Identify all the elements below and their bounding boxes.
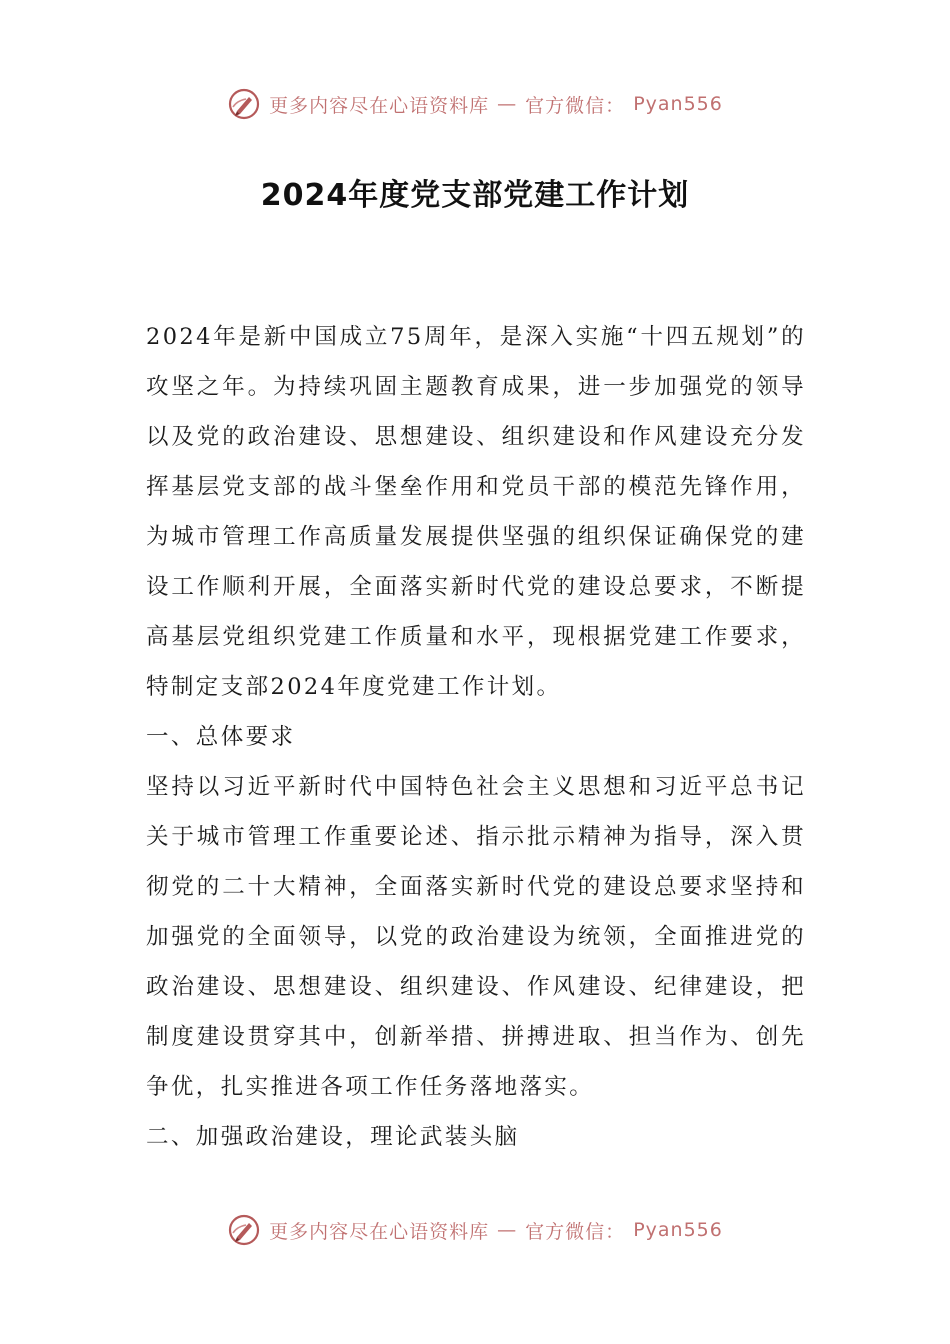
watermark-dash: — (497, 1219, 518, 1241)
section1-heading: 一、总体要求 (146, 724, 296, 750)
document-title: 2024年度党支部党建工作计划 (260, 178, 690, 213)
watermark-brand-text: 更多内容尽在心语资料库 (269, 1220, 490, 1243)
watermark-dash: — (497, 93, 518, 115)
section1-paragraph: 坚持以习近平新时代中国特色社会主义思想和习近平总书记关于城市管理工作重要论述、指示批示精神为指导，深入贯彻党的二十大精神，全面落实新时代党的建设总要求坚持和加强党的全面领导，以党的政治建设为统领，全面推进党的政治建设、思想建设、组织建设、作风建设、纪律建设，把制度建设贯穿其中，创新举措、拼搏进取、担当作为、创先争优，扎实推进各项工作任务落地落实。 (146, 774, 806, 1100)
pen-circle-icon (227, 87, 261, 121)
watermark-official-label: 官方微信： (525, 94, 626, 117)
watermark-wechat-id: Pyan556 (633, 1219, 723, 1241)
top-watermark-banner (0, 84, 950, 124)
document-body (146, 312, 806, 1162)
intro-paragraph: 2024年是新中国成立75周年，是深入实施“十四五规划”的攻坚之年。为持续巩固主题教育成果，进一步加强党的领导以及党的政治建设、思想建设、组织建设和作风建设充分发挥基层党支部的战斗堡垒作用和党员干部的模范先锋作用，为城市管理工作高质量发展提供坚强的组织保证确保党的建设工作顺利开展，全面落实新时代党的建设总要求，不断提高基层党组织党建工作质量和水平，现根据党建工作要求，特制定支部2024年度党建工作计划。 (146, 324, 806, 700)
pen-circle-icon (227, 1213, 261, 1247)
watermark-official-label: 官方微信： (525, 1220, 626, 1243)
bottom-watermark-banner (0, 1210, 950, 1250)
watermark-brand-text: 更多内容尽在心语资料库 (269, 94, 490, 117)
section2-heading: 二、加强政治建设，理论武装头脑 (146, 1124, 520, 1150)
watermark-wechat-id: Pyan556 (633, 93, 723, 115)
